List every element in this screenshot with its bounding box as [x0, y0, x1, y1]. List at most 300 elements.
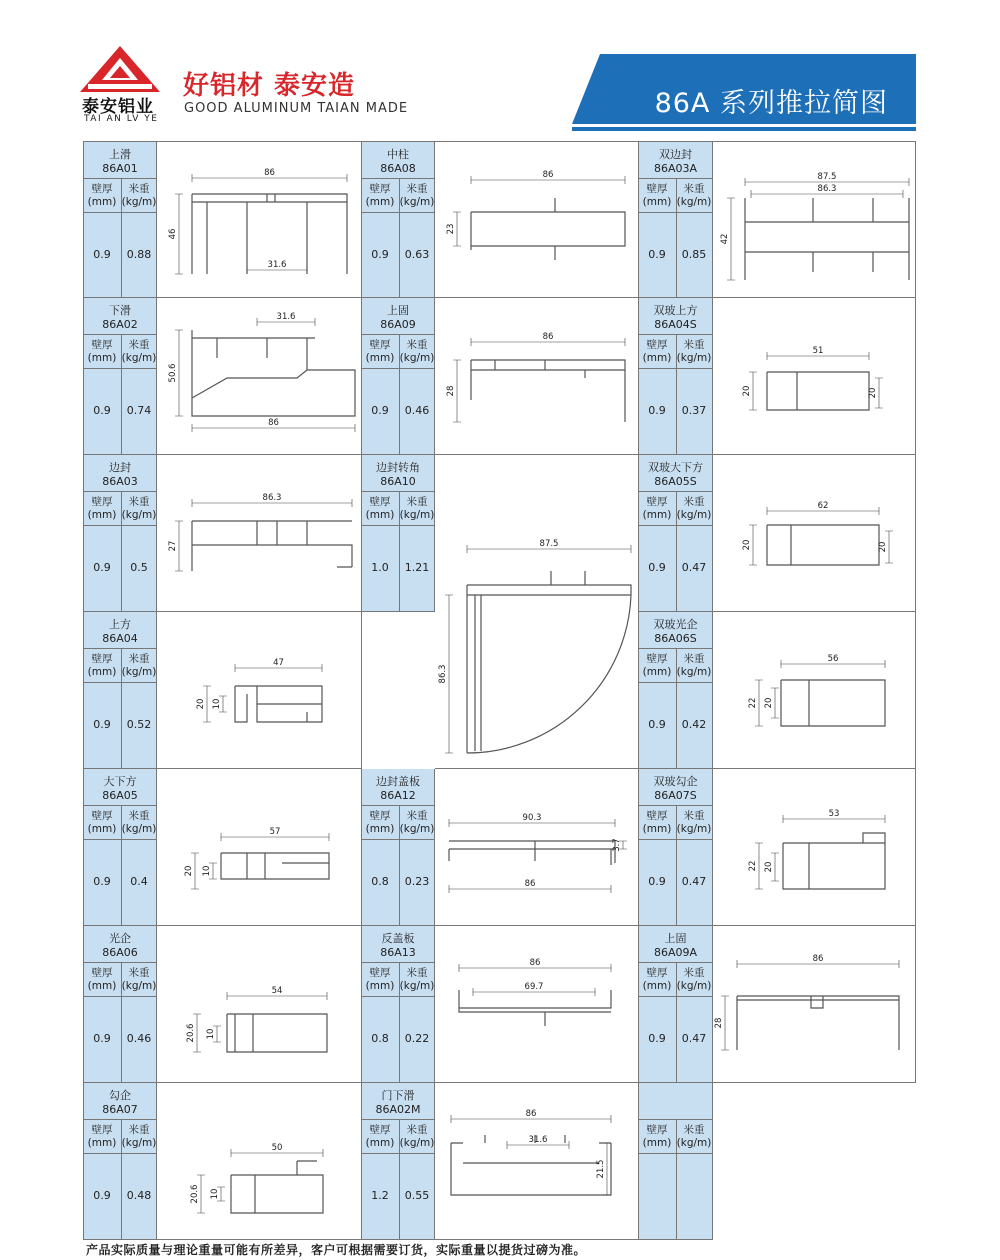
dimension-label: 86.3: [262, 493, 282, 503]
profile-section-drawing: [435, 926, 639, 1083]
spec-cell: [362, 298, 435, 455]
weight-unit: (kg/m): [121, 823, 157, 835]
weight-header: [399, 967, 435, 993]
profile-name: 双玻大下方: [648, 461, 703, 474]
profile-section-drawing: [713, 926, 916, 1083]
profile-outline: [471, 198, 625, 260]
divider: [84, 334, 156, 335]
profile-drawing: [157, 141, 362, 298]
profile-outline: [767, 372, 869, 410]
weight-unit: (kg/m): [399, 352, 435, 364]
dimension-label: 86: [542, 332, 554, 342]
divider: [84, 491, 156, 492]
weight-label: 米重: [683, 810, 705, 822]
spec-cell: [83, 455, 157, 612]
weight-header: [399, 1124, 435, 1150]
weight-unit: (kg/m): [121, 196, 157, 208]
profile-section-drawing: [713, 298, 916, 455]
profile-drawing: [713, 769, 916, 926]
thickness-header: [362, 967, 398, 993]
dimension-label: 10: [212, 698, 222, 710]
thickness-unit: (mm): [87, 196, 117, 208]
profile-outline: [227, 1014, 327, 1052]
weight-label: 米重: [406, 496, 428, 508]
thickness-value: 0.9: [371, 404, 389, 417]
weight-unit: (kg/m): [121, 352, 157, 364]
profile-name: 双玻上方: [653, 304, 698, 317]
thickness-unit: (mm): [87, 352, 117, 364]
profile-section-drawing: [157, 926, 362, 1083]
dimension-label: 31.6: [276, 312, 296, 322]
profile-drawing: [713, 141, 916, 298]
weight-value: 0.52: [126, 718, 152, 731]
profile-name: 边封盖板: [376, 775, 420, 788]
dimension-label: 54: [271, 986, 283, 996]
dimension-label: 56: [827, 654, 839, 664]
profile-outline: [235, 686, 322, 722]
thickness-unit: (mm): [642, 666, 672, 678]
divider: [84, 682, 156, 683]
thickness-value: 0.9: [93, 718, 111, 731]
dimension-label: 86: [542, 170, 554, 180]
profile-drawing: [157, 455, 362, 612]
divider: [362, 491, 434, 492]
divider: [362, 178, 434, 179]
spec-cell: [639, 298, 713, 455]
thickness-label: 壁厚: [91, 810, 113, 822]
profile-code: 86A04: [102, 632, 138, 645]
thickness-header: [84, 496, 120, 522]
weight-label: 米重: [128, 183, 150, 195]
dimension-label: 20.6: [186, 1023, 196, 1043]
profile-name: 双玻勾企: [653, 775, 698, 788]
weight-value: 0.42: [681, 718, 707, 731]
divider: [84, 996, 156, 997]
thickness-header: [84, 653, 120, 679]
weight-header: [121, 653, 157, 679]
thickness-label: 壁厚: [369, 183, 391, 195]
thickness-header: [362, 810, 398, 836]
profile-drawing: [157, 612, 362, 769]
profile-drawing: [435, 1083, 639, 1240]
spec-cell: [362, 1083, 435, 1240]
divider: [84, 805, 156, 806]
profile-code: 86A04S: [654, 318, 697, 331]
spec-cell: [83, 1083, 157, 1240]
profile-outline: [745, 198, 909, 280]
thickness-header: [362, 183, 398, 209]
profile-section-drawing: [435, 769, 639, 926]
dimension-label: 20: [868, 387, 878, 399]
profile-section-drawing: [435, 298, 639, 455]
dimension-label: 20: [196, 698, 206, 710]
thickness-value: 0.9: [93, 875, 111, 888]
profile-drawing: [713, 298, 916, 455]
thickness-header: [639, 339, 675, 365]
profile-code: 86A03A: [653, 162, 698, 175]
weight-label: 米重: [128, 339, 150, 351]
dimension-label: 20: [742, 385, 752, 397]
thickness-value: 0.9: [93, 561, 111, 574]
weight-value: 0.5: [130, 561, 148, 574]
slogan: 好铝材 泰安造: [183, 71, 356, 101]
profile-drawing: [157, 769, 362, 926]
dimension-label: 23: [446, 223, 456, 235]
dimension-label: 20: [184, 865, 194, 877]
weight-header: [399, 496, 435, 522]
thickness-unit: (mm): [365, 1137, 395, 1149]
profile-code: 86A09A: [653, 946, 698, 959]
divider: [362, 839, 434, 840]
profile-drawing: [435, 926, 639, 1083]
dimension-label: 87.5: [539, 539, 559, 549]
weight-header: [121, 183, 157, 209]
thickness-unit: (mm): [365, 509, 395, 521]
dimension-label: 20: [764, 861, 774, 873]
thickness-unit: (mm): [87, 823, 117, 835]
thickness-unit: (mm): [642, 1137, 672, 1149]
dimension-label: 42: [720, 233, 730, 245]
weight-header: [676, 653, 712, 679]
profile-code: 86A05S: [654, 475, 697, 488]
weight-label: 米重: [406, 810, 428, 822]
dimension-label: 86: [268, 418, 279, 428]
divider: [84, 648, 156, 649]
weight-value: 0.22: [404, 1032, 430, 1045]
thickness-header: [84, 967, 120, 993]
weight-header: [676, 967, 712, 993]
dimension-label: 86: [264, 168, 275, 178]
spec-cell: [83, 769, 157, 926]
profile-code: 86A09: [380, 318, 416, 331]
thickness-label: 壁厚: [646, 653, 668, 665]
spec-cell: [362, 455, 435, 612]
thickness-header: [639, 496, 675, 522]
profile-code: 86A08: [380, 162, 416, 175]
weight-label: 米重: [683, 967, 705, 979]
weight-label: 米重: [128, 967, 150, 979]
thickness-header: [639, 183, 675, 209]
thickness-unit: (mm): [365, 352, 395, 364]
profile-outline: [192, 330, 355, 416]
profile-code: 86A12: [380, 789, 416, 802]
spec-cell: [639, 612, 713, 769]
divider: [362, 212, 434, 213]
dimension-label: 86: [812, 954, 824, 964]
weight-unit: (kg/m): [676, 980, 712, 992]
weight-header: [121, 967, 157, 993]
spec-cell: [639, 769, 713, 926]
thickness-label: 壁厚: [646, 1124, 668, 1136]
profile-section-drawing: [713, 769, 916, 926]
thickness-header: [84, 339, 120, 365]
weight-unit: (kg/m): [676, 823, 712, 835]
profile-outline: [783, 833, 885, 889]
weight-unit: (kg/m): [676, 352, 712, 364]
weight-value: 0.4: [130, 875, 148, 888]
thickness-label: 壁厚: [91, 653, 113, 665]
weight-header: [676, 183, 712, 209]
weight-value: 1.21: [404, 561, 430, 574]
divider: [362, 1153, 434, 1154]
brand-name-en: TAI AN LV YE: [84, 114, 159, 124]
dimension-label: 22: [748, 697, 758, 709]
weight-header: [676, 1124, 712, 1150]
dimension-label: 90.3: [522, 813, 542, 823]
thickness-label: 壁厚: [91, 1124, 113, 1136]
thickness-value: 1.2: [371, 1189, 389, 1202]
spec-cell: [362, 926, 435, 1083]
profile-name: 上固: [664, 932, 687, 945]
thickness-unit: (mm): [365, 823, 395, 835]
thickness-label: 壁厚: [369, 810, 391, 822]
profile-name: 反盖板: [381, 932, 415, 945]
page-title: 86A 系列推拉简图: [654, 88, 888, 119]
thickness-header: [84, 183, 120, 209]
weight-value: 0.47: [681, 875, 707, 888]
weight-label: 米重: [683, 339, 705, 351]
profile-outline: [781, 680, 885, 726]
divider: [362, 996, 434, 997]
weight-unit: (kg/m): [121, 666, 157, 678]
weight-label: 米重: [683, 653, 705, 665]
profile-outline: [192, 521, 352, 571]
profile-outline: [737, 996, 899, 1050]
weight-unit: (kg/m): [399, 509, 435, 521]
spec-cell: [83, 612, 157, 769]
dimension-label: 46: [168, 228, 178, 240]
spec-cell: [83, 298, 157, 455]
thickness-header: [362, 496, 398, 522]
profile-name: 下滑: [109, 304, 131, 317]
thickness-value: 0.9: [93, 404, 111, 417]
profile-section-drawing: [157, 1083, 362, 1240]
divider: [84, 962, 156, 963]
dimension-label: 57: [269, 827, 281, 837]
thickness-label: 壁厚: [369, 1124, 391, 1136]
dimension-label: 20: [742, 539, 752, 551]
dimension-label: 50: [271, 1143, 283, 1153]
spec-cell: [83, 926, 157, 1083]
weight-label: 米重: [683, 1124, 705, 1136]
profile-code: 86A13: [380, 946, 416, 959]
spec-cell: [362, 141, 435, 298]
thickness-value: 0.9: [648, 404, 666, 417]
profile-section-drawing: [435, 1083, 639, 1240]
thickness-value: 0.9: [648, 718, 666, 731]
dimension-label: 50.6: [168, 363, 178, 383]
dimension-label: 86: [529, 958, 541, 968]
dimension-label: 20.6: [190, 1184, 200, 1204]
thickness-unit: (mm): [642, 509, 672, 521]
weight-value: 0.85: [681, 248, 707, 261]
weight-unit: (kg/m): [676, 509, 712, 521]
thickness-label: 壁厚: [91, 339, 113, 351]
divider: [362, 962, 434, 963]
thickness-header: [639, 967, 675, 993]
divider: [84, 178, 156, 179]
dimension-label: 31.6: [528, 1135, 548, 1145]
thickness-header: [639, 653, 675, 679]
thickness-label: 壁厚: [369, 496, 391, 508]
thickness-value: 0.8: [371, 875, 389, 888]
thickness-unit: (mm): [87, 666, 117, 678]
profile-section-drawing: [713, 142, 916, 299]
brand-name: 泰安铝业: [82, 97, 154, 117]
profile-name: 边封转角: [376, 461, 420, 474]
weight-value: 0.74: [126, 404, 152, 417]
weight-unit: (kg/m): [399, 196, 435, 208]
dimension-label: 3.7: [612, 838, 622, 852]
dimension-label: 87.5: [817, 172, 837, 182]
dimension-label: 20: [878, 541, 888, 553]
weight-label: 米重: [128, 810, 150, 822]
profile-drawing: [435, 298, 639, 455]
profile-name: 大下方: [103, 775, 137, 788]
thickness-label: 壁厚: [646, 810, 668, 822]
dimension-label: 27: [168, 540, 178, 552]
spec-cell: [639, 455, 713, 612]
profile-name: 双边封: [659, 148, 692, 161]
dimension-label: 62: [817, 501, 829, 511]
weight-label: 米重: [128, 653, 150, 665]
thickness-label: 壁厚: [646, 967, 668, 979]
profile-outline: [467, 571, 631, 753]
dimension-label: 22: [748, 860, 758, 872]
divider: [362, 368, 434, 369]
profile-drawing: [157, 1083, 362, 1240]
profile-code: 86A07: [102, 1103, 138, 1116]
profile-section-drawing: [157, 142, 362, 299]
dimension-label: 31.6: [267, 260, 287, 270]
weight-unit: (kg/m): [121, 1137, 157, 1149]
profile-drawing: [435, 455, 639, 769]
thickness-value: 0.9: [648, 875, 666, 888]
thickness-label: 壁厚: [646, 339, 668, 351]
dimension-label: 20: [764, 697, 774, 709]
profile-name: 双玻光企: [653, 618, 698, 631]
weight-value: 0.46: [404, 404, 430, 417]
divider: [84, 525, 156, 526]
weight-unit: (kg/m): [121, 509, 157, 521]
profile-name: 勾企: [109, 1089, 131, 1102]
weight-header: [121, 810, 157, 836]
slogan-en: GOOD ALUMINUM TAIAN MADE: [184, 101, 409, 116]
weight-header: [676, 339, 712, 365]
dimension-label: 10: [202, 865, 212, 877]
profile-name: 上固: [387, 304, 409, 317]
thickness-unit: (mm): [642, 196, 672, 208]
dimension-label: 28: [714, 1017, 724, 1029]
weight-unit: (kg/m): [676, 1137, 712, 1149]
profile-code: 86A02M: [375, 1103, 421, 1116]
weight-value: 0.48: [126, 1189, 152, 1202]
weight-header: [121, 1124, 157, 1150]
profile-code: 86A02: [102, 318, 138, 331]
weight-unit: (kg/m): [676, 666, 712, 678]
weight-label: 米重: [683, 183, 705, 195]
profile-code: 86A01: [102, 162, 138, 175]
thickness-value: 0.9: [93, 1189, 111, 1202]
thickness-value: 1.0: [371, 561, 389, 574]
profile-section-drawing: [157, 769, 362, 926]
thickness-label: 壁厚: [91, 496, 113, 508]
weight-header: [399, 810, 435, 836]
dimension-label: 10: [206, 1028, 216, 1040]
weight-value: 0.63: [404, 248, 430, 261]
thickness-header: [362, 339, 398, 365]
divider: [84, 368, 156, 369]
profile-section-drawing: [713, 612, 916, 769]
profile-section-drawing: [435, 142, 639, 299]
profile-outline: [231, 1161, 323, 1213]
weight-header: [121, 496, 157, 522]
thickness-header: [639, 1124, 675, 1150]
footer-note: 产品实际质量与理论重量可能有所差异，客户可根据需要订货，实际重量以提货过磅为准。: [86, 1243, 587, 1257]
thickness-label: 壁厚: [369, 339, 391, 351]
profile-outline: [221, 853, 329, 879]
spec-cell: [639, 926, 713, 1083]
weight-label: 米重: [406, 967, 428, 979]
weight-unit: (kg/m): [121, 980, 157, 992]
divider: [84, 839, 156, 840]
profile-drawing: [713, 455, 916, 612]
dimension-label: 28: [446, 385, 456, 397]
divider: [84, 1153, 156, 1154]
dimension-label: 47: [273, 658, 284, 668]
thickness-label: 壁厚: [646, 496, 668, 508]
profile-table: [83, 141, 916, 1239]
thickness-header: [639, 810, 675, 836]
thickness-header: [84, 1124, 120, 1150]
thickness-label: 壁厚: [646, 183, 668, 195]
profile-code: 86A06S: [654, 632, 697, 645]
thickness-header: [362, 1124, 398, 1150]
weight-label: 米重: [683, 496, 705, 508]
weight-label: 米重: [128, 496, 150, 508]
profile-drawing: [435, 141, 639, 298]
profile-drawing: [713, 926, 916, 1083]
weight-value: 0.23: [404, 875, 430, 888]
weight-header: [676, 810, 712, 836]
thickness-unit: (mm): [642, 823, 672, 835]
thickness-unit: (mm): [642, 352, 672, 364]
weight-unit: (kg/m): [399, 1137, 435, 1149]
weight-label: 米重: [128, 1124, 150, 1136]
divider: [84, 212, 156, 213]
divider: [362, 1119, 434, 1120]
spec-cell: [83, 141, 157, 298]
dimension-label: 86.3: [438, 664, 448, 684]
thickness-value: 0.8: [371, 1032, 389, 1045]
thickness-value: 0.9: [371, 248, 389, 261]
weight-value: 0.46: [126, 1032, 152, 1045]
thickness-unit: (mm): [365, 980, 395, 992]
profile-drawing: [713, 612, 916, 769]
thickness-value: 0.9: [93, 1032, 111, 1045]
profile-section-drawing: [435, 455, 639, 769]
divider: [362, 805, 434, 806]
profile-section-drawing: [157, 455, 362, 612]
weight-label: 米重: [406, 1124, 428, 1136]
thickness-unit: (mm): [365, 196, 395, 208]
profile-name: 中柱: [387, 148, 409, 161]
thickness-unit: (mm): [642, 980, 672, 992]
profile-name: 门下滑: [381, 1089, 415, 1102]
profile-outline: [459, 990, 611, 1026]
thickness-unit: (mm): [87, 509, 117, 521]
dimension-label: 86: [524, 879, 536, 889]
